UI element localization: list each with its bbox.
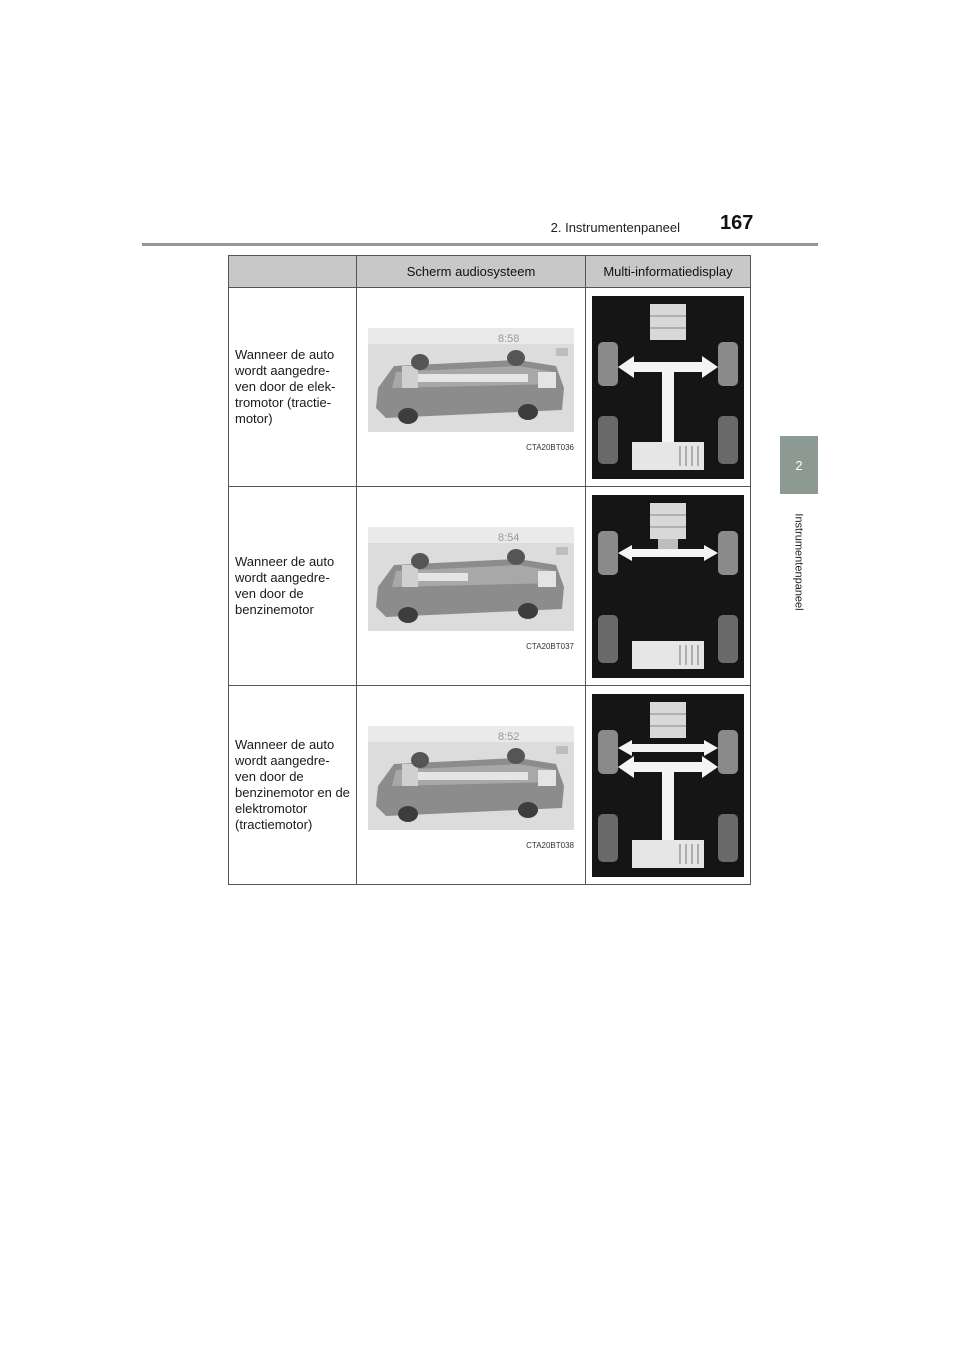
car-energy-flow-illustration [368, 322, 574, 452]
mode-description-text: Wanneer de auto wordt aangedre-ven door de benzinemotor [235, 554, 335, 617]
audio-screen-illustration [368, 521, 574, 651]
running-header-section: 2. Instrumentenpaneel [550, 220, 680, 235]
image-code: CTA20BT036 [526, 443, 574, 452]
energy-monitor-graphic [592, 495, 744, 678]
column-header-mid: Multi-informatiedisplay [586, 256, 751, 288]
table-row [229, 487, 751, 686]
multi-info-display-cell [586, 686, 751, 885]
column-header-audio: Scherm audiosysteem [357, 256, 586, 288]
multi-info-display-illustration [592, 296, 744, 479]
mode-description-text: Wanneer de auto wordt aangedre-ven door de benzinemotor en de elektromotor (tractiemotor) [235, 737, 350, 832]
image-code: CTA20BT037 [526, 642, 574, 651]
image-code: CTA20BT038 [526, 841, 574, 850]
column-header-empty [229, 256, 357, 288]
energy-monitor-graphic [592, 694, 744, 877]
multi-info-display-illustration [592, 694, 744, 877]
mode-description [229, 487, 357, 686]
multi-info-display-illustration [592, 495, 744, 678]
audio-screen-illustration [368, 322, 574, 452]
mode-description [229, 686, 357, 885]
energy-monitor-graphic [592, 296, 744, 479]
drive-mode-table [228, 255, 751, 885]
mode-description [229, 288, 357, 487]
page-number: 167 [720, 212, 754, 234]
audio-screen-cell [357, 686, 586, 885]
chapter-tab [780, 436, 818, 494]
chapter-side-label [780, 502, 818, 622]
audio-screen-cell [357, 288, 586, 487]
chapter-title: Instrumentenpaneel [793, 513, 806, 611]
car-energy-flow-illustration [368, 720, 574, 850]
car-energy-flow-illustration [368, 521, 574, 651]
clock-readout: 8:54 [498, 532, 520, 544]
clock-readout: 8:58 [498, 333, 520, 345]
table-row [229, 686, 751, 885]
clock-readout: 8:52 [498, 731, 520, 743]
chapter-number: 2 [795, 457, 803, 473]
table-row [229, 288, 751, 487]
table-header-row [229, 256, 751, 288]
mode-description-text: Wanneer de auto wordt aangedre-ven door de elek-tromotor (tractie-motor) [235, 347, 336, 426]
multi-info-display-cell [586, 288, 751, 487]
multi-info-display-cell [586, 487, 751, 686]
audio-screen-cell [357, 487, 586, 686]
audio-screen-illustration [368, 720, 574, 850]
header-rule [142, 243, 818, 246]
